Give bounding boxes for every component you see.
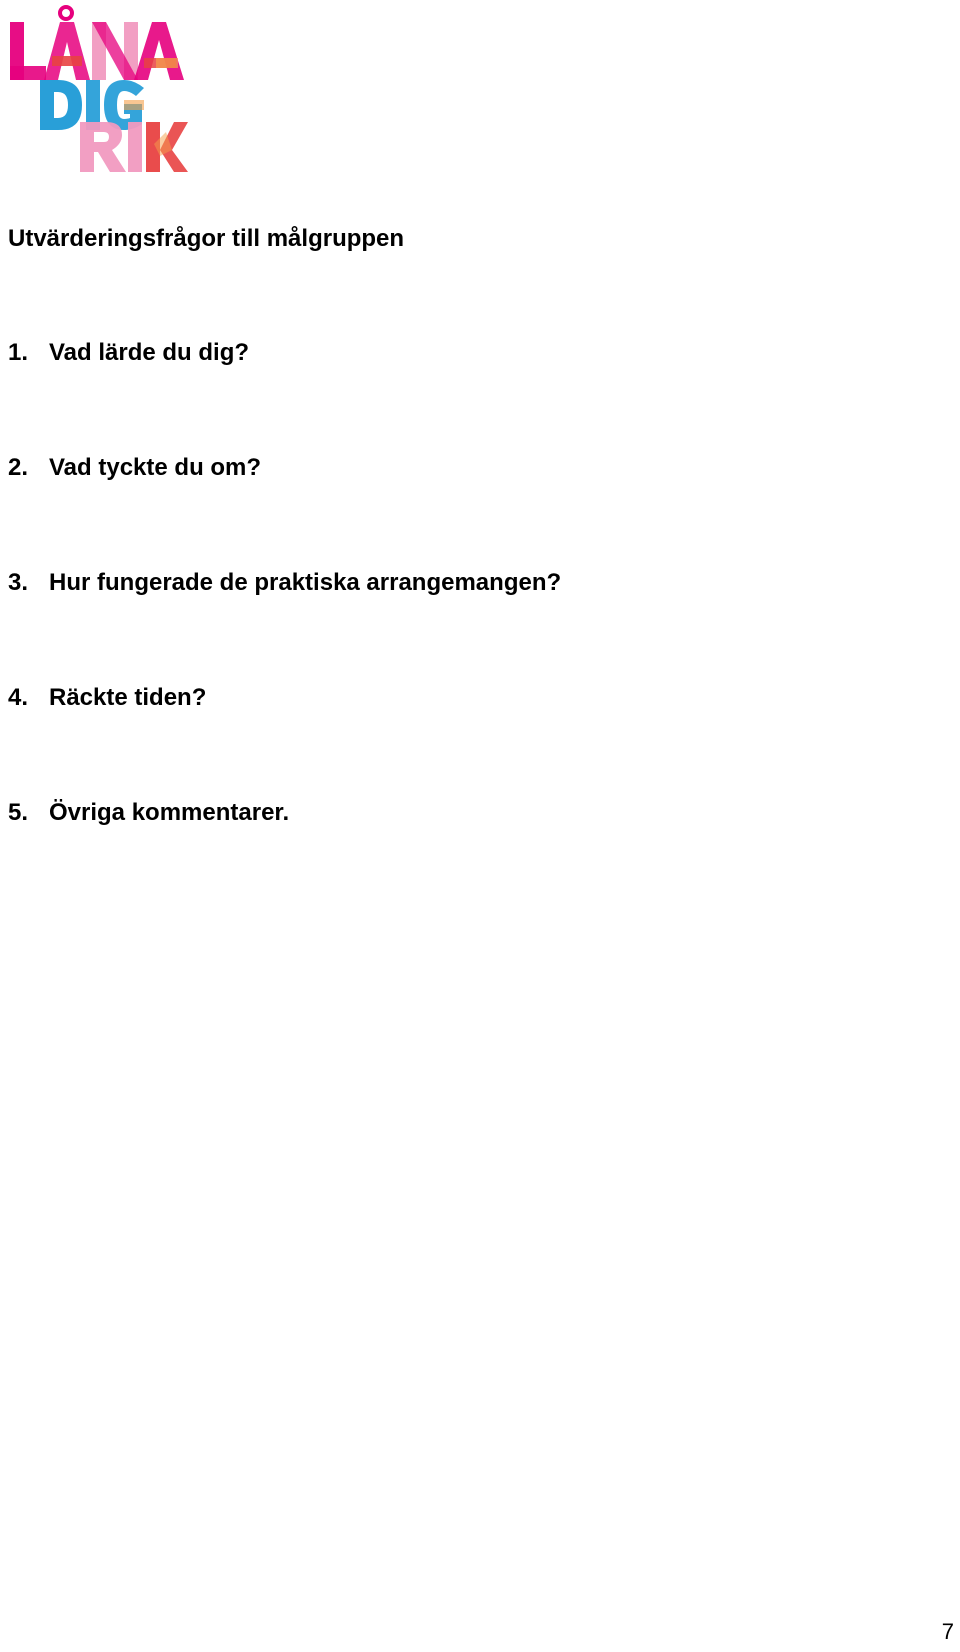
question-number: 2. bbox=[8, 454, 29, 481]
question-text: Vad tyckte du om? bbox=[49, 454, 262, 481]
question-text: Hur fungerade de praktiska arrangemangen? bbox=[49, 569, 562, 596]
question-text: Vad lärde du dig? bbox=[49, 339, 250, 366]
lana-dig-rik-logo bbox=[6, 4, 192, 182]
document-title: Utvärderingsfrågor till målgruppen bbox=[8, 225, 405, 252]
logo-letter-i-second bbox=[128, 122, 142, 172]
question-number: 5. bbox=[8, 799, 29, 826]
question-text: Övriga kommentarer. bbox=[49, 799, 290, 826]
logo-letter-a-ring bbox=[44, 7, 90, 80]
page-number: 7 bbox=[941, 1619, 954, 1644]
question-number: 4. bbox=[8, 684, 29, 711]
logo-letter-n bbox=[92, 22, 138, 80]
logo-letter-l bbox=[10, 22, 46, 80]
logo-letter-r bbox=[80, 122, 126, 172]
question-number: 3. bbox=[8, 569, 29, 596]
question-text: Räckte tiden? bbox=[49, 684, 207, 711]
question-number: 1. bbox=[8, 339, 29, 366]
logo-graphic bbox=[6, 4, 192, 182]
logo-letter-k bbox=[146, 122, 188, 172]
logo-letter-a bbox=[134, 22, 184, 80]
logo-letter-d bbox=[40, 80, 82, 130]
